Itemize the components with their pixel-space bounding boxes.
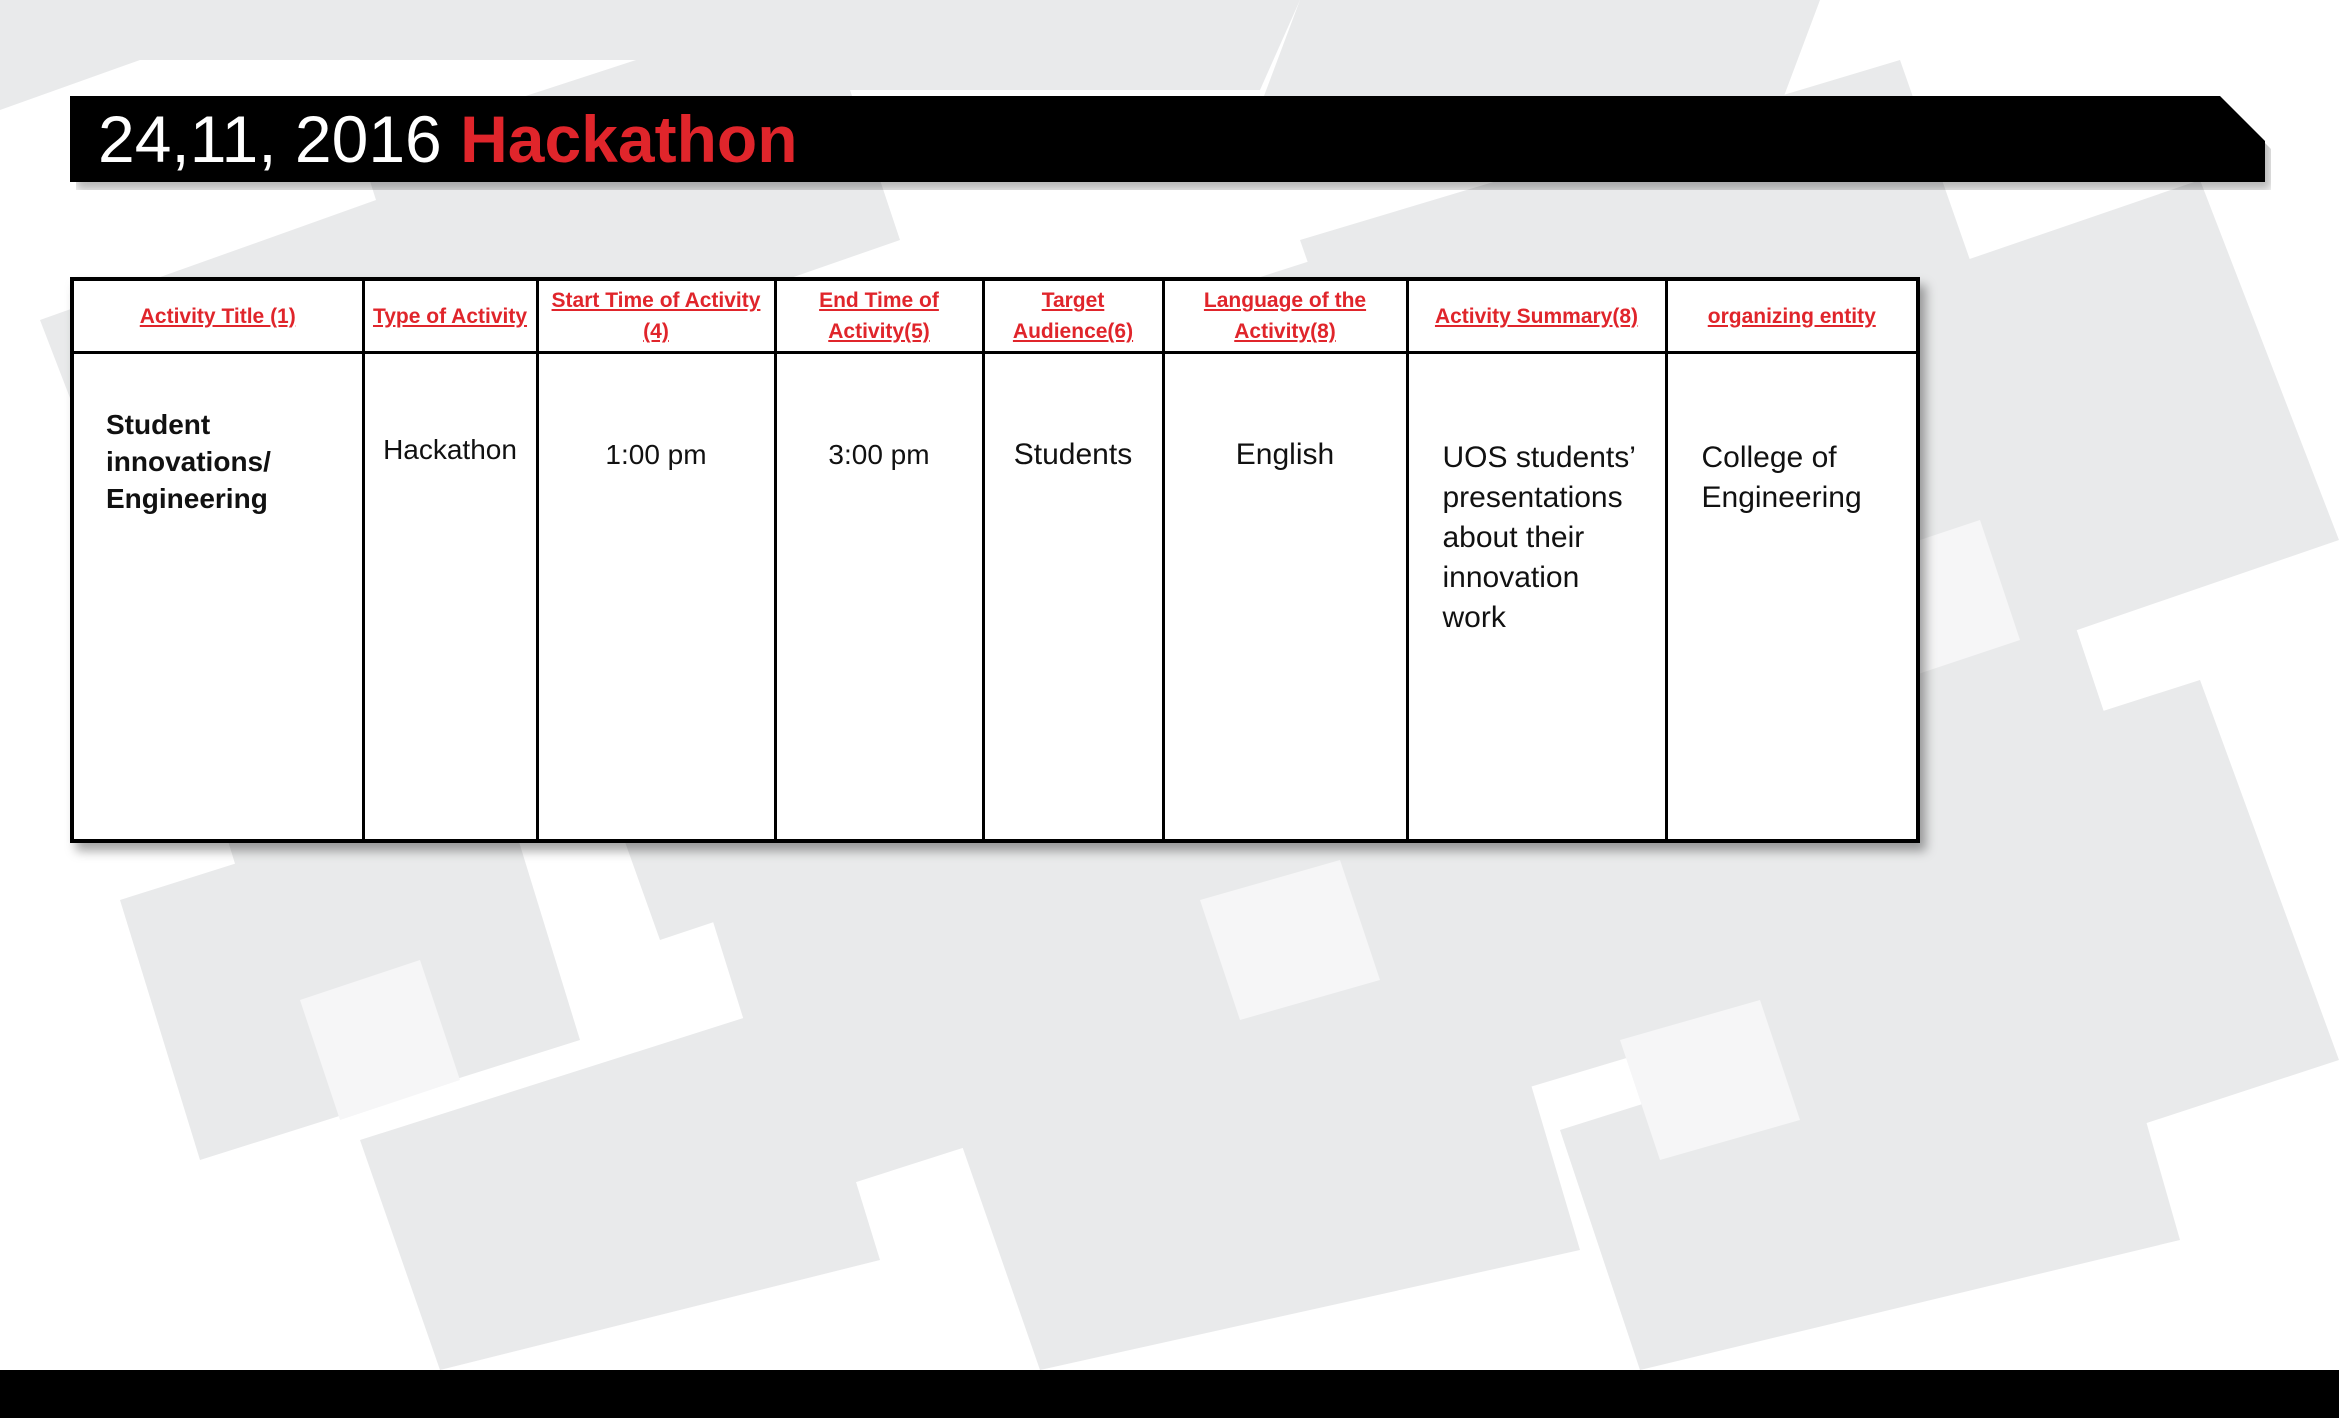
end-time-cell: 3:00 pm [775, 353, 983, 842]
column-header: Type of Activity [363, 279, 537, 353]
title-date: 24,11, 2016 [98, 102, 442, 176]
title-event: Hackathon [460, 102, 798, 176]
column-header: organizing entity [1666, 279, 1918, 353]
activity-table [70, 277, 1920, 843]
activity-summary-cell: UOS students’ presentations about their innovation work [1407, 353, 1666, 842]
language-cell: English [1163, 353, 1407, 842]
activity-type-cell: Hackathon [363, 353, 537, 842]
column-header: Activity Summary(8) [1407, 279, 1666, 353]
column-header: Start Time of Activity (4) [537, 279, 775, 353]
activity-table-wrapper [70, 277, 1920, 843]
start-time-cell: 1:00 pm [537, 353, 775, 842]
table-row [72, 353, 1918, 842]
footer-bar [0, 1370, 2339, 1418]
target-audience-cell: Students [983, 353, 1163, 842]
table-header-row [72, 279, 1918, 353]
page-title [98, 96, 798, 182]
column-header: Activity Title (1) [72, 279, 363, 353]
column-header: Target Audience(6) [983, 279, 1163, 353]
column-header: End Time of Activity(5) [775, 279, 983, 353]
organizing-entity-cell: College of Engineering [1666, 353, 1918, 842]
activity-title-cell: Student innovations/ Engineering [72, 353, 363, 842]
column-header: Language of the Activity(8) [1163, 279, 1407, 353]
